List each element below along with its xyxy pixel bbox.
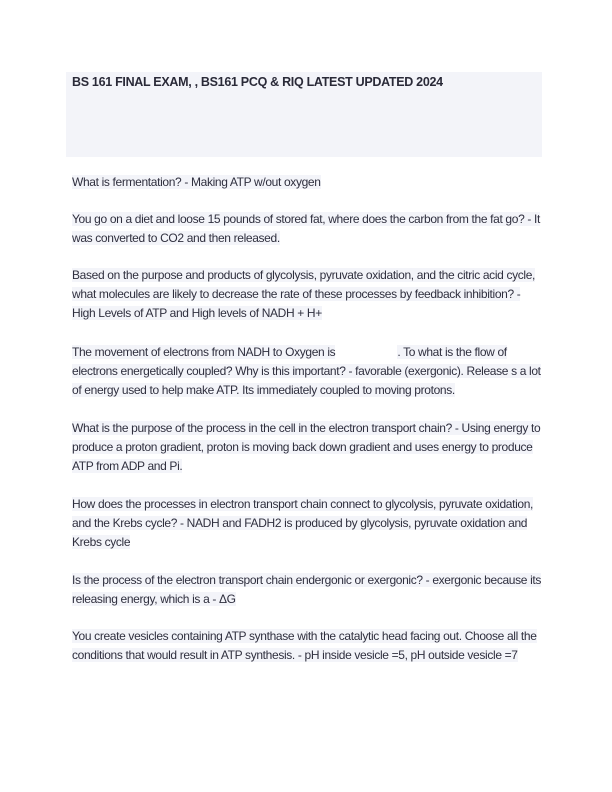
qa-item-feedback-inhibition [72, 266, 542, 323]
qa-text: What is fermentation? - Making ATP w/out oxygen [72, 175, 321, 189]
qa-text-part-a: The movement of electrons from NADH to Oxygen is [72, 345, 336, 359]
qa-text: Is the process of the electron transport chain endergonic or exergonic? - exergonic because its releasing energy, which is a - ΔG [72, 573, 542, 606]
qa-item-endergonic-exergonic [72, 571, 542, 609]
qa-item-atp-synthase-vesicles [72, 627, 542, 665]
qa-text: You go on a diet and loose 15 pounds of stored fat, where does the carbon from the fat go? - It was converted to CO2 and then released. [72, 212, 540, 245]
qa-text: What is the purpose of the process in the cell in the electron transport chain? - Using energy to produce a proton gradient, proton is moving back down gradient and uses energy to produce ATP from ADP and Pi. [72, 421, 541, 473]
document-title: BS 161 FINAL EXAM, , BS161 PCQ & RIQ LATEST UPDATED 2024 [72, 75, 443, 89]
qa-item-fat-carbon [72, 210, 542, 248]
qa-item-electron-movement [72, 343, 542, 400]
qa-text-part-b: . To what is the flow of electrons energetically coupled? Why is this important? - favorable (exergonic). Release s a lot of energy used to help make ATP. Its immediately coupled to moving protons. [72, 345, 541, 397]
qa-text: Based on the purpose and products of glycolysis, pyruvate oxidation, and the citric acid cycle, what molecules are likely to decrease the rate of these processes by feedback inhibition? - High Levels of ATP and High levels of NADH + H+ [72, 268, 536, 320]
qa-text: How does the processes in electron transport chain connect to glycolysis, pyruvate oxidation, and the Krebs cycle? - NADH and FADH2 is produced by glycolysis, pyruvate oxidation and Krebs cycle [72, 497, 534, 549]
qa-text: You create vesicles containing ATP synthase with the catalytic head facing out. Choose all the conditions that would result in ATP synthesis. - pH inside vesicle =5, pH outside vesicle =7 [72, 629, 537, 662]
qa-item-fermentation [72, 173, 542, 192]
qa-item-etc-connection [72, 495, 542, 552]
qa-item-etc-purpose [72, 419, 542, 476]
